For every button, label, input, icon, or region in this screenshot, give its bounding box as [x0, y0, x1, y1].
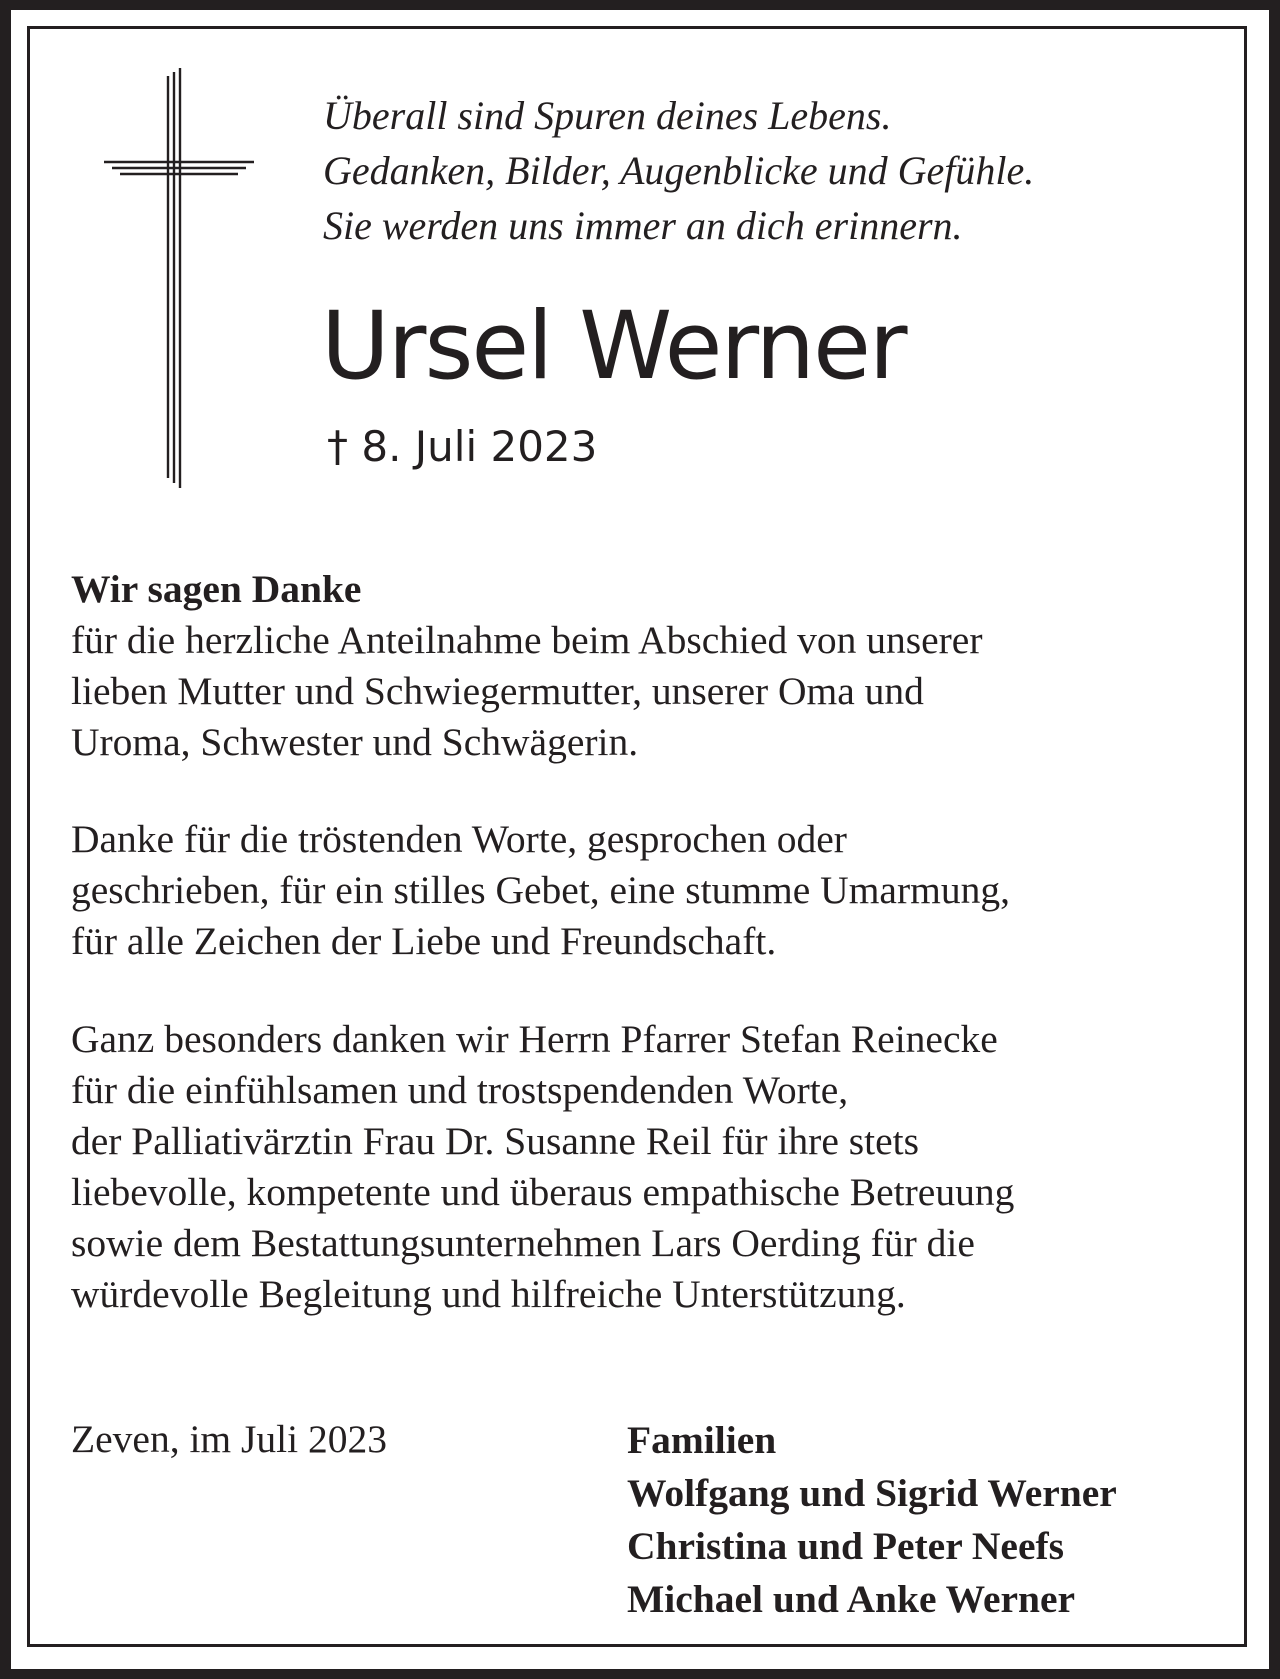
verse-line: Überall sind Spuren deines Lebens. [323, 93, 892, 138]
deceased-name: Ursel Werner [321, 292, 906, 401]
text-line: lieben Mutter und Schwiegermutter, unserer Oma und [71, 669, 924, 713]
text-line: der Palliativärztin Frau Dr. Susanne Reil für ihre stets [71, 1119, 919, 1163]
obituary-card [11, 10, 1269, 1669]
text-line: für die einfühlsamen und trostspendenden Worte, [71, 1068, 849, 1112]
place-date: Zeven, im Juli 2023 [71, 1417, 387, 1461]
cross-icon [104, 68, 254, 488]
verse-line: Gedanken, Bilder, Augenblicke und Gefühle. [323, 148, 1035, 193]
thanks-heading: Wir sagen Danke [71, 567, 362, 611]
family-name: Wolfgang und Sigrid Werner [627, 1471, 1117, 1515]
thanks-paragraph-3 [71, 1014, 1221, 1320]
text-line: würdevolle Begleitung und hilfreiche Unterstützung. [71, 1272, 906, 1316]
text-line: für die herzliche Anteilnahme beim Abschied von unserer [71, 618, 983, 662]
text-line: liebevolle, kompetente und überaus empathische Betreuung [71, 1170, 1015, 1214]
verse-line: Sie werden uns immer an dich erinnern. [323, 203, 963, 248]
family-name: Michael und Anke Werner [627, 1577, 1076, 1621]
families-label: Familien [627, 1418, 777, 1462]
family-name: Christina und Peter Neefs [627, 1524, 1065, 1568]
text-line: für alle Zeichen der Liebe und Freundschaft. [71, 919, 777, 963]
text-line: Uroma, Schwester und Schwägerin. [71, 720, 639, 764]
text-line: Danke für die tröstenden Worte, gesprochen oder [71, 817, 847, 861]
text-line: sowie dem Bestattungsunternehmen Lars Oerding für die [71, 1221, 975, 1265]
text-line: Ganz besonders danken wir Herrn Pfarrer Stefan Reinecke [71, 1017, 998, 1061]
thanks-paragraph-2 [71, 814, 1221, 967]
death-date: † 8. Juli 2023 [327, 422, 598, 471]
thanks-paragraph-1 [71, 564, 1221, 768]
memorial-verse [323, 88, 1223, 253]
text-line: geschrieben, für ein stilles Gebet, eine stumme Umarmung, [71, 868, 1010, 912]
family-signatures [627, 1414, 1117, 1626]
